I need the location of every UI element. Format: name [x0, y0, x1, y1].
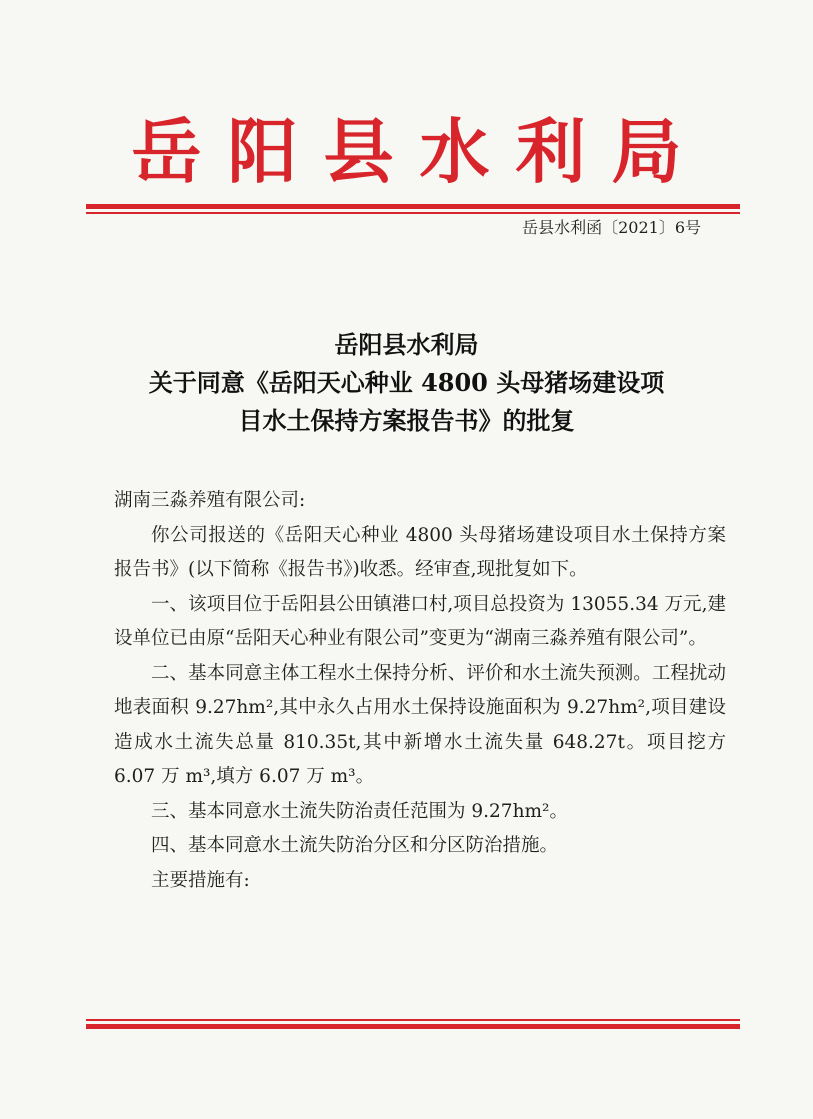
red-rule-bottom-thin	[86, 1019, 740, 1021]
document-title	[0, 326, 813, 440]
document-body	[114, 484, 726, 898]
title-line-3: 目水土保持方案报告书》的批复	[238, 406, 575, 435]
title-line-1: 岳阳县水利局	[334, 330, 479, 359]
paragraph-item-2: 二、基本同意主体工程水土保持分析、评价和水土流失预测。工程扰动地表面积 9.27hm²,其中永久占用水土保持设施面积为 9.27hm²,项目建设造成水土流失总量 810.35t,其中新增水土流失量 648.27t。项目挖方 6.07 万 m³,填方 6.07 万 m³。	[114, 662, 726, 787]
agency-masthead: 岳阳县水利局	[131, 110, 708, 193]
paragraph-main-measures: 主要措施有:	[151, 869, 250, 891]
title-line-2: 关于同意《岳阳天心种业 4800 头母猪场建设项	[148, 368, 665, 397]
paragraph-item-3: 三、基本同意水土流失防治责任范围为 9.27hm²。	[151, 800, 568, 822]
paragraph-item-1: 一、该项目位于岳阳县公田镇港口村,项目总投资为 13055.34 万元,建设单位已由原“岳阳天心种业有限公司”变更为“湖南三淼养殖有限公司”。	[114, 593, 726, 649]
red-rule-bottom-thick	[86, 1024, 740, 1029]
paragraph-item-4: 四、基本同意水土流失防治分区和分区防治措施。	[151, 835, 559, 856]
paragraph-intro: 你公司报送的《岳阳天心种业 4800 头母猪场建设项目水土保持方案报告书》(以下简称《报告书》)收悉。经审查,现批复如下。	[114, 524, 726, 580]
document-number: 岳县水利函〔2021〕6号	[522, 218, 701, 237]
addressee: 湖南三淼养殖有限公司:	[114, 490, 306, 511]
red-rule-top-thick	[86, 204, 740, 209]
